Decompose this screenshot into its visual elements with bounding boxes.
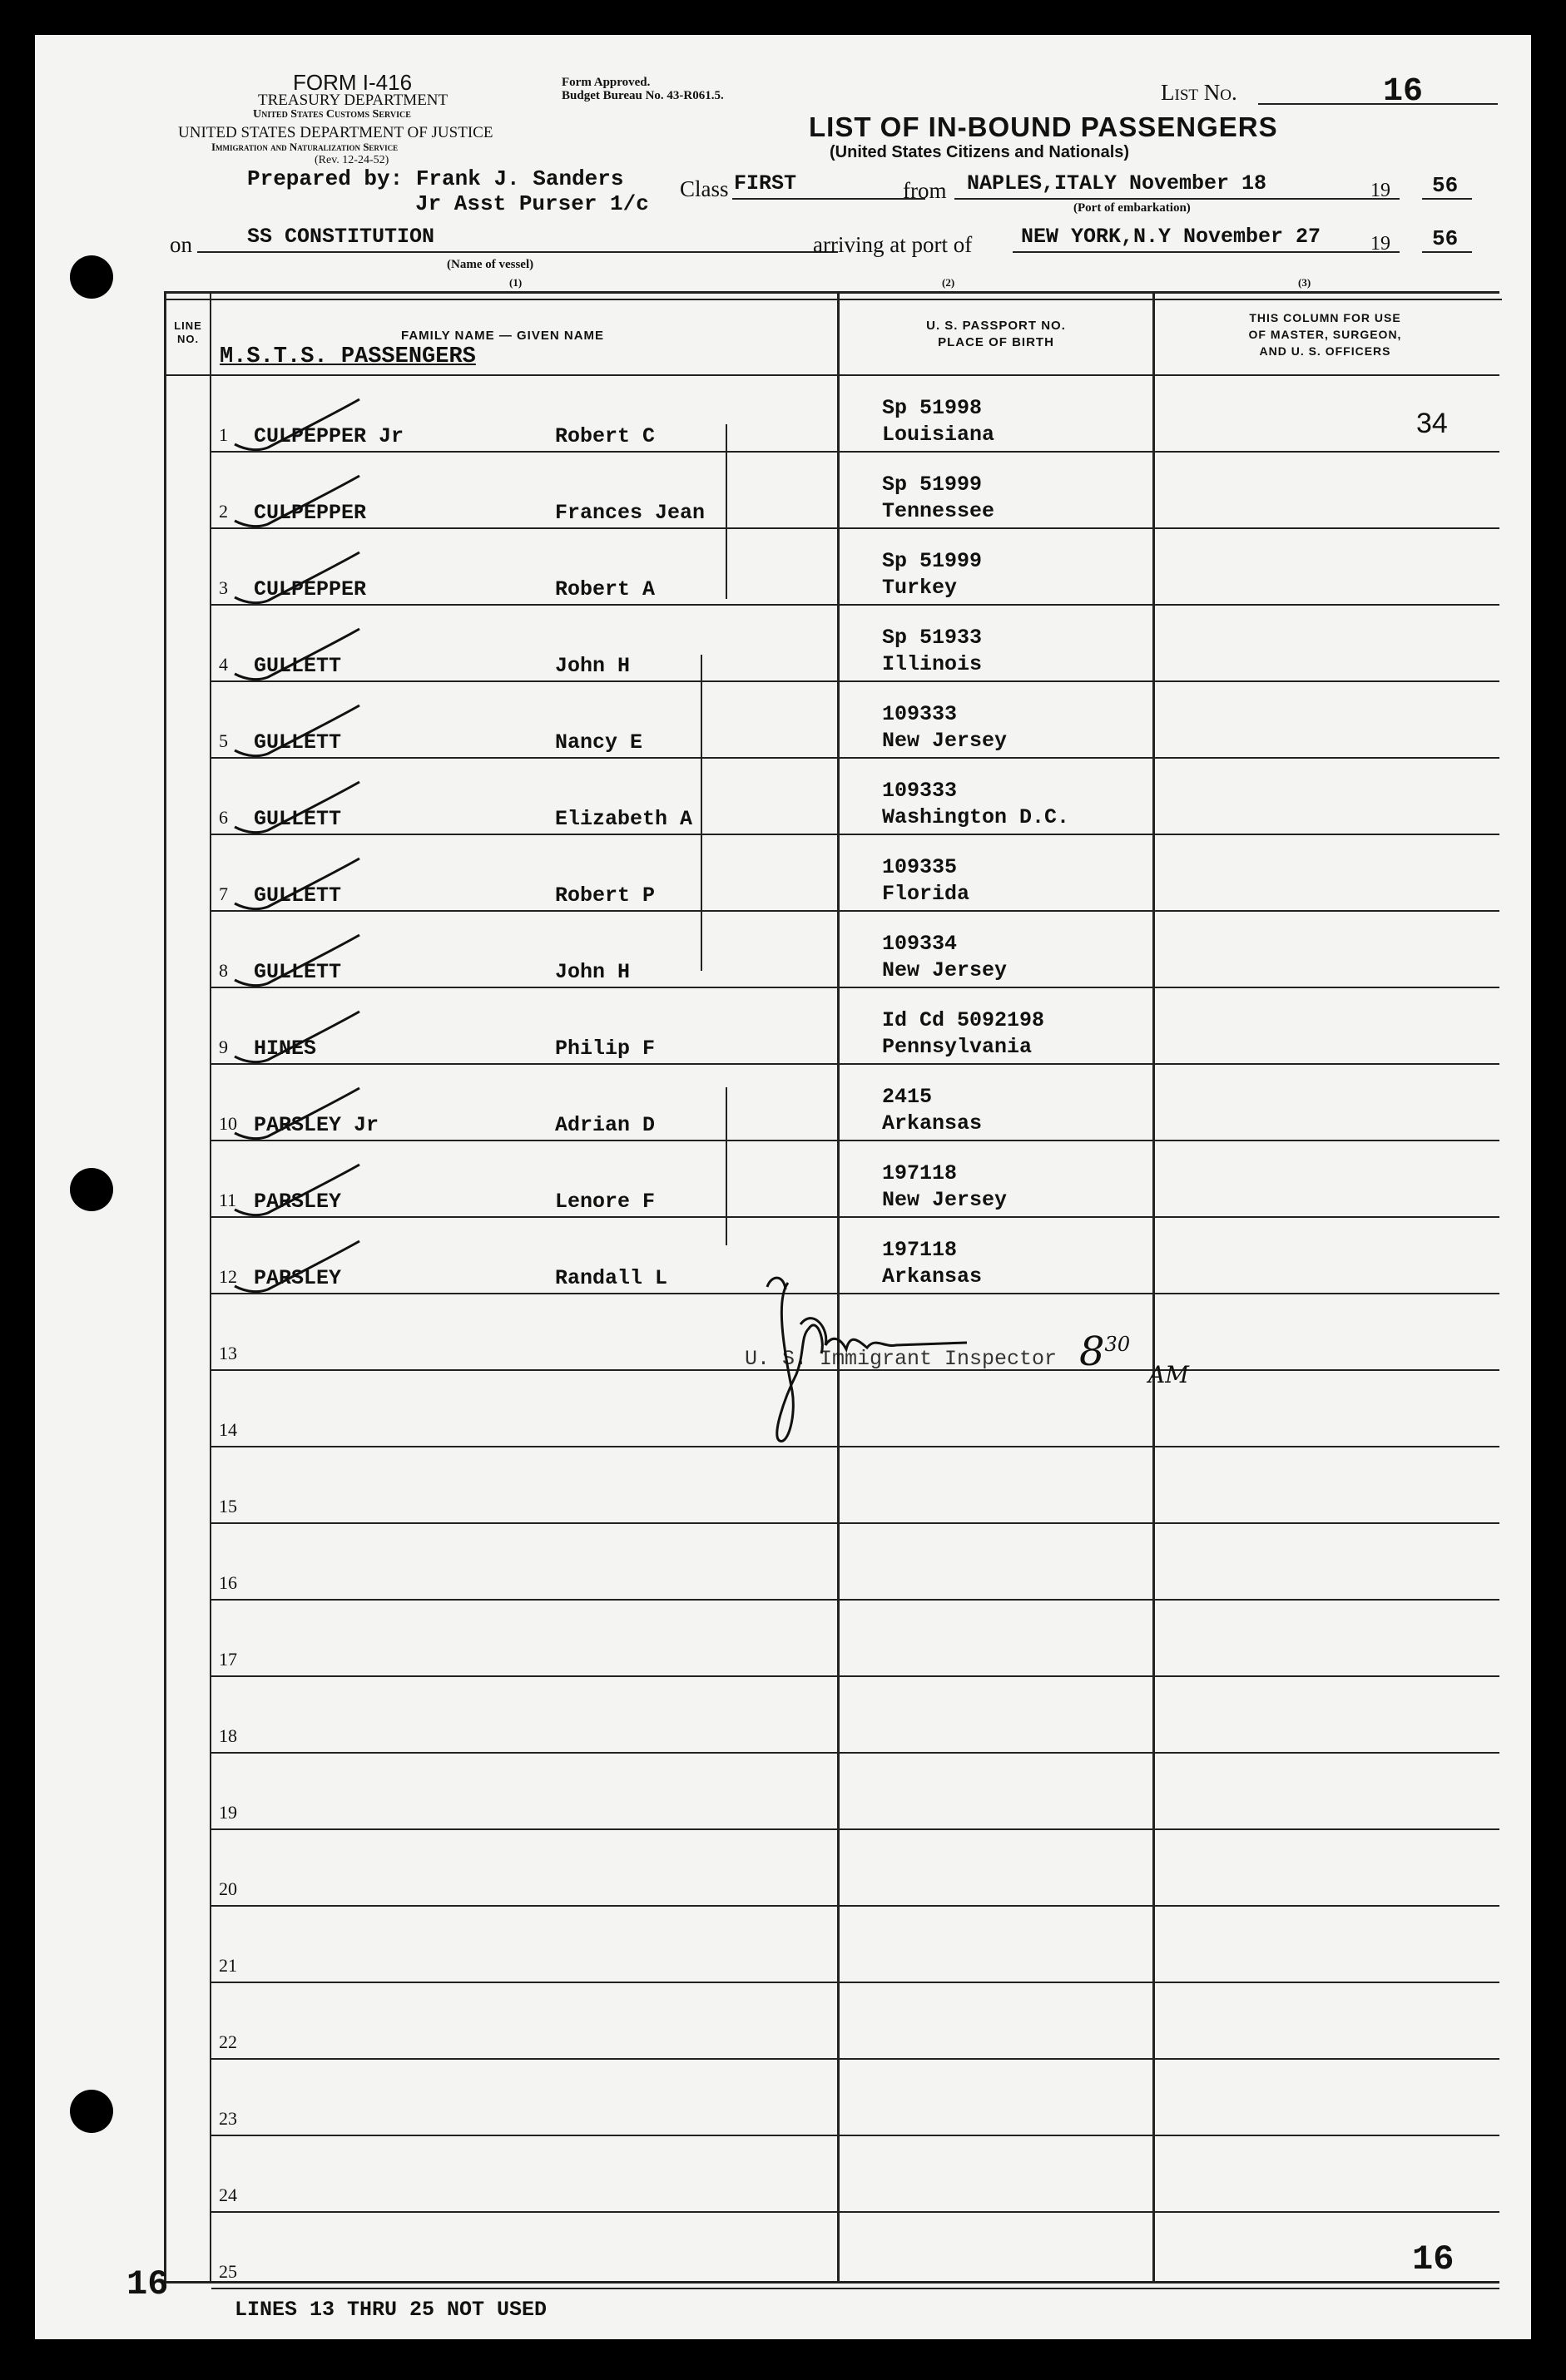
given-name: John H <box>555 654 631 678</box>
line-number: 7 <box>219 883 228 904</box>
line-number: 16 <box>219 1572 237 1593</box>
check-mark <box>226 928 368 995</box>
line-number: 2 <box>219 501 228 522</box>
place-of-birth: Florida <box>882 882 970 906</box>
place-of-birth: Tennessee <box>882 499 995 523</box>
line-number: 1 <box>219 424 228 445</box>
given-name: John H <box>555 960 631 984</box>
line-number: 22 <box>219 2031 237 2052</box>
time-hour: 8 <box>1079 1329 1105 1375</box>
table-row <box>164 1065 1499 1141</box>
place-of-birth: New Jersey <box>882 729 1008 753</box>
line-number: 11 <box>219 1190 237 1210</box>
list-no-underline <box>1258 103 1498 105</box>
line-number: 8 <box>219 960 228 981</box>
passport-number: Sp 51999 <box>882 473 983 497</box>
treasury-dept: TREASURY DEPARTMENT <box>258 92 448 109</box>
family-name: GULLETT <box>254 883 342 908</box>
family-name: CULPEPPER Jr <box>254 424 404 448</box>
check-mark <box>226 699 368 765</box>
table-row <box>164 759 1499 835</box>
check-mark <box>226 469 368 536</box>
on-label: on <box>170 232 192 257</box>
page-subtitle: (United States Citizens and Nationals) <box>830 143 1130 161</box>
bracket-gullett <box>701 655 702 971</box>
table-row <box>164 1983 1499 2060</box>
line-number: 21 <box>219 1955 237 1976</box>
page-number-right: 16 <box>1412 2239 1454 2279</box>
bracket-culpepper <box>726 424 727 599</box>
passport-number: 109333 <box>882 702 958 726</box>
passport-number: 109334 <box>882 932 958 956</box>
given-name: Nancy E <box>555 730 643 755</box>
place-of-birth: Washington D.C. <box>882 805 1070 829</box>
table-row <box>164 453 1499 529</box>
line-number: 15 <box>219 1496 237 1517</box>
officer-note: 34 <box>1416 408 1448 439</box>
bracket-parsley <box>726 1087 727 1245</box>
form-page <box>35 35 1531 2339</box>
place-of-birth: New Jersey <box>882 958 1008 982</box>
check-mark <box>226 1235 368 1301</box>
family-name: PARSLEY <box>254 1266 342 1290</box>
given-name: Elizabeth A <box>555 807 693 831</box>
punch-hole-top <box>70 255 113 299</box>
time-minutes: 30 <box>1104 1333 1131 1356</box>
given-name: Adrian D <box>555 1113 656 1137</box>
family-name: GULLETT <box>254 654 342 678</box>
family-name: GULLETT <box>254 730 342 755</box>
form-revision: (Rev. 12-24-52) <box>315 154 389 166</box>
place-of-birth: Turkey <box>882 576 958 600</box>
table-row <box>164 1754 1499 1830</box>
passport-number: Id Cd 5092198 <box>882 1008 1045 1032</box>
family-name: GULLETT <box>254 807 342 831</box>
customs-service: United States Customs Service <box>253 108 411 121</box>
family-name: PARSLEY <box>254 1190 342 1214</box>
table-row <box>164 2060 1499 2136</box>
table-row <box>164 2136 1499 2213</box>
place-of-birth: Illinois <box>882 652 983 676</box>
place-of-birth: Louisiana <box>882 423 995 447</box>
from-value: NAPLES,ITALY November 18 <box>967 171 1267 195</box>
table-row <box>164 1907 1499 1983</box>
table-row <box>164 988 1499 1065</box>
header-line-no: LINE NO. <box>174 319 202 345</box>
year2-prefix: 19 <box>1370 233 1390 255</box>
family-name: HINES <box>254 1037 317 1061</box>
list-no-value: 16 <box>1383 73 1424 111</box>
group-label: M.S.T.S. PASSENGERS <box>220 344 476 369</box>
from-label: from <box>903 178 947 203</box>
arriving-label: arriving at port of <box>813 232 973 257</box>
table-top-rule <box>166 299 1502 300</box>
line-number: 23 <box>219 2108 237 2129</box>
class-underline <box>732 198 925 200</box>
check-mark <box>226 546 368 612</box>
passport-number: Sp 51933 <box>882 626 983 650</box>
budget-bureau: Budget Bureau No. 43-R061.5. <box>562 89 724 102</box>
line-number: 14 <box>219 1419 237 1440</box>
punch-hole-bottom <box>70 2090 113 2133</box>
passport-number: 197118 <box>882 1238 958 1262</box>
form-number: FORM I-416 <box>293 70 413 95</box>
line-number: 6 <box>219 807 228 828</box>
given-name: Lenore F <box>555 1190 656 1214</box>
col2-number: (2) <box>942 276 955 289</box>
table-row <box>164 529 1499 606</box>
place-of-birth: Pennsylvania <box>882 1035 1033 1059</box>
line-number: 10 <box>219 1113 237 1134</box>
line-number: 13 <box>219 1343 237 1363</box>
row-rule <box>211 2288 1499 2289</box>
vessel-underline <box>197 251 838 253</box>
passport-number: 197118 <box>882 1161 958 1185</box>
year2-underline <box>1422 251 1472 253</box>
table-row <box>164 1601 1499 1677</box>
line-number: 3 <box>219 577 228 598</box>
line-number: 17 <box>219 1649 237 1670</box>
place-of-birth: New Jersey <box>882 1188 1008 1212</box>
year1-underline <box>1422 198 1472 200</box>
table-row <box>164 835 1499 912</box>
footer-note: LINES 13 THRU 25 NOT USED <box>235 2298 548 2322</box>
family-name: CULPEPPER <box>254 577 367 601</box>
table-row <box>164 1141 1499 1218</box>
check-mark <box>226 775 368 842</box>
given-name: Frances Jean <box>555 501 706 525</box>
line-number: 12 <box>219 1266 237 1287</box>
header-passport: U. S. PASSPORT NO. PLACE OF BIRTH <box>926 319 1066 349</box>
vessel-name: SS CONSTITUTION <box>247 225 435 249</box>
time-am: AM <box>1148 1361 1189 1388</box>
table-row <box>164 912 1499 988</box>
header-name: FAMILY NAME — GIVEN NAME <box>401 329 605 343</box>
passport-number: Sp 51999 <box>882 549 983 573</box>
line-number: 19 <box>219 1802 237 1823</box>
table-row <box>164 2213 1499 2289</box>
passport-number: 109335 <box>882 855 958 879</box>
punch-hole-middle <box>70 1168 113 1211</box>
port-embark-note: (Port of embarkation) <box>1073 201 1191 215</box>
line-number: 9 <box>219 1037 228 1057</box>
check-mark <box>226 1081 368 1148</box>
passport-number: Sp 51998 <box>882 396 983 420</box>
table-row <box>164 1447 1499 1524</box>
prepared-title: Jr Asst Purser 1/c <box>415 191 649 216</box>
family-name: GULLETT <box>254 960 342 984</box>
table-row <box>164 1524 1499 1601</box>
prepared-by: Prepared by: Frank J. Sanders <box>247 166 624 191</box>
line-number: 25 <box>219 2261 237 2282</box>
check-mark <box>226 1005 368 1071</box>
form-approved: Form Approved. <box>562 76 651 89</box>
passport-number: 2415 <box>882 1085 933 1109</box>
year1-prefix: 19 <box>1370 180 1390 201</box>
line-number: 4 <box>219 654 228 675</box>
table-row <box>164 606 1499 682</box>
list-no-label: List No. <box>1161 80 1237 105</box>
arrival-value: NEW YORK,N.Y November 27 <box>1021 225 1321 249</box>
given-name: Randall L <box>555 1266 668 1290</box>
col1-number: (1) <box>509 276 523 289</box>
table-row <box>164 1830 1499 1907</box>
given-name: Robert P <box>555 883 656 908</box>
given-name: Philip F <box>555 1037 656 1061</box>
year2-value: 56 <box>1432 226 1459 251</box>
passport-number: 109333 <box>882 779 958 803</box>
table-row <box>164 682 1499 759</box>
check-mark <box>226 393 368 459</box>
line-number: 18 <box>219 1725 237 1746</box>
family-name: CULPEPPER <box>254 501 367 525</box>
line-number: 24 <box>219 2185 237 2205</box>
class-label: Class <box>680 176 729 201</box>
line-number: 20 <box>219 1878 237 1899</box>
given-name: Robert A <box>555 577 656 601</box>
header-officers: THIS COLUMN FOR USE OF MASTER, SURGEON, AND U. S. OFFICERS <box>1248 311 1402 358</box>
class-value: FIRST <box>734 171 797 195</box>
time-note <box>1079 1329 1130 1375</box>
arrival-underline <box>1013 251 1400 253</box>
inspector-stamp: U. S. Immigrant Inspector <box>745 1347 1058 1371</box>
inspector-signature <box>751 1249 1100 1457</box>
table-row <box>164 376 1499 453</box>
vessel-note: (Name of vessel) <box>447 258 534 271</box>
year1-value: 56 <box>1432 173 1459 198</box>
family-name: PARSLEY Jr <box>254 1113 379 1137</box>
check-mark <box>226 622 368 689</box>
from-underline <box>954 198 1400 200</box>
table-row <box>164 1677 1499 1754</box>
page-title: LIST OF IN-BOUND PASSENGERS <box>809 111 1278 142</box>
line-number: 5 <box>219 730 228 751</box>
check-mark <box>226 1158 368 1225</box>
col3-number: (3) <box>1298 276 1311 289</box>
given-name: Robert C <box>555 424 656 448</box>
check-mark <box>226 852 368 918</box>
ins-service: Immigration and Naturalization Service <box>211 141 399 153</box>
place-of-birth: Arkansas <box>882 1111 983 1136</box>
justice-dept: UNITED STATES DEPARTMENT OF JUSTICE <box>178 124 493 141</box>
place-of-birth: Arkansas <box>882 1264 983 1289</box>
page-number-left: 16 <box>126 2264 169 2304</box>
